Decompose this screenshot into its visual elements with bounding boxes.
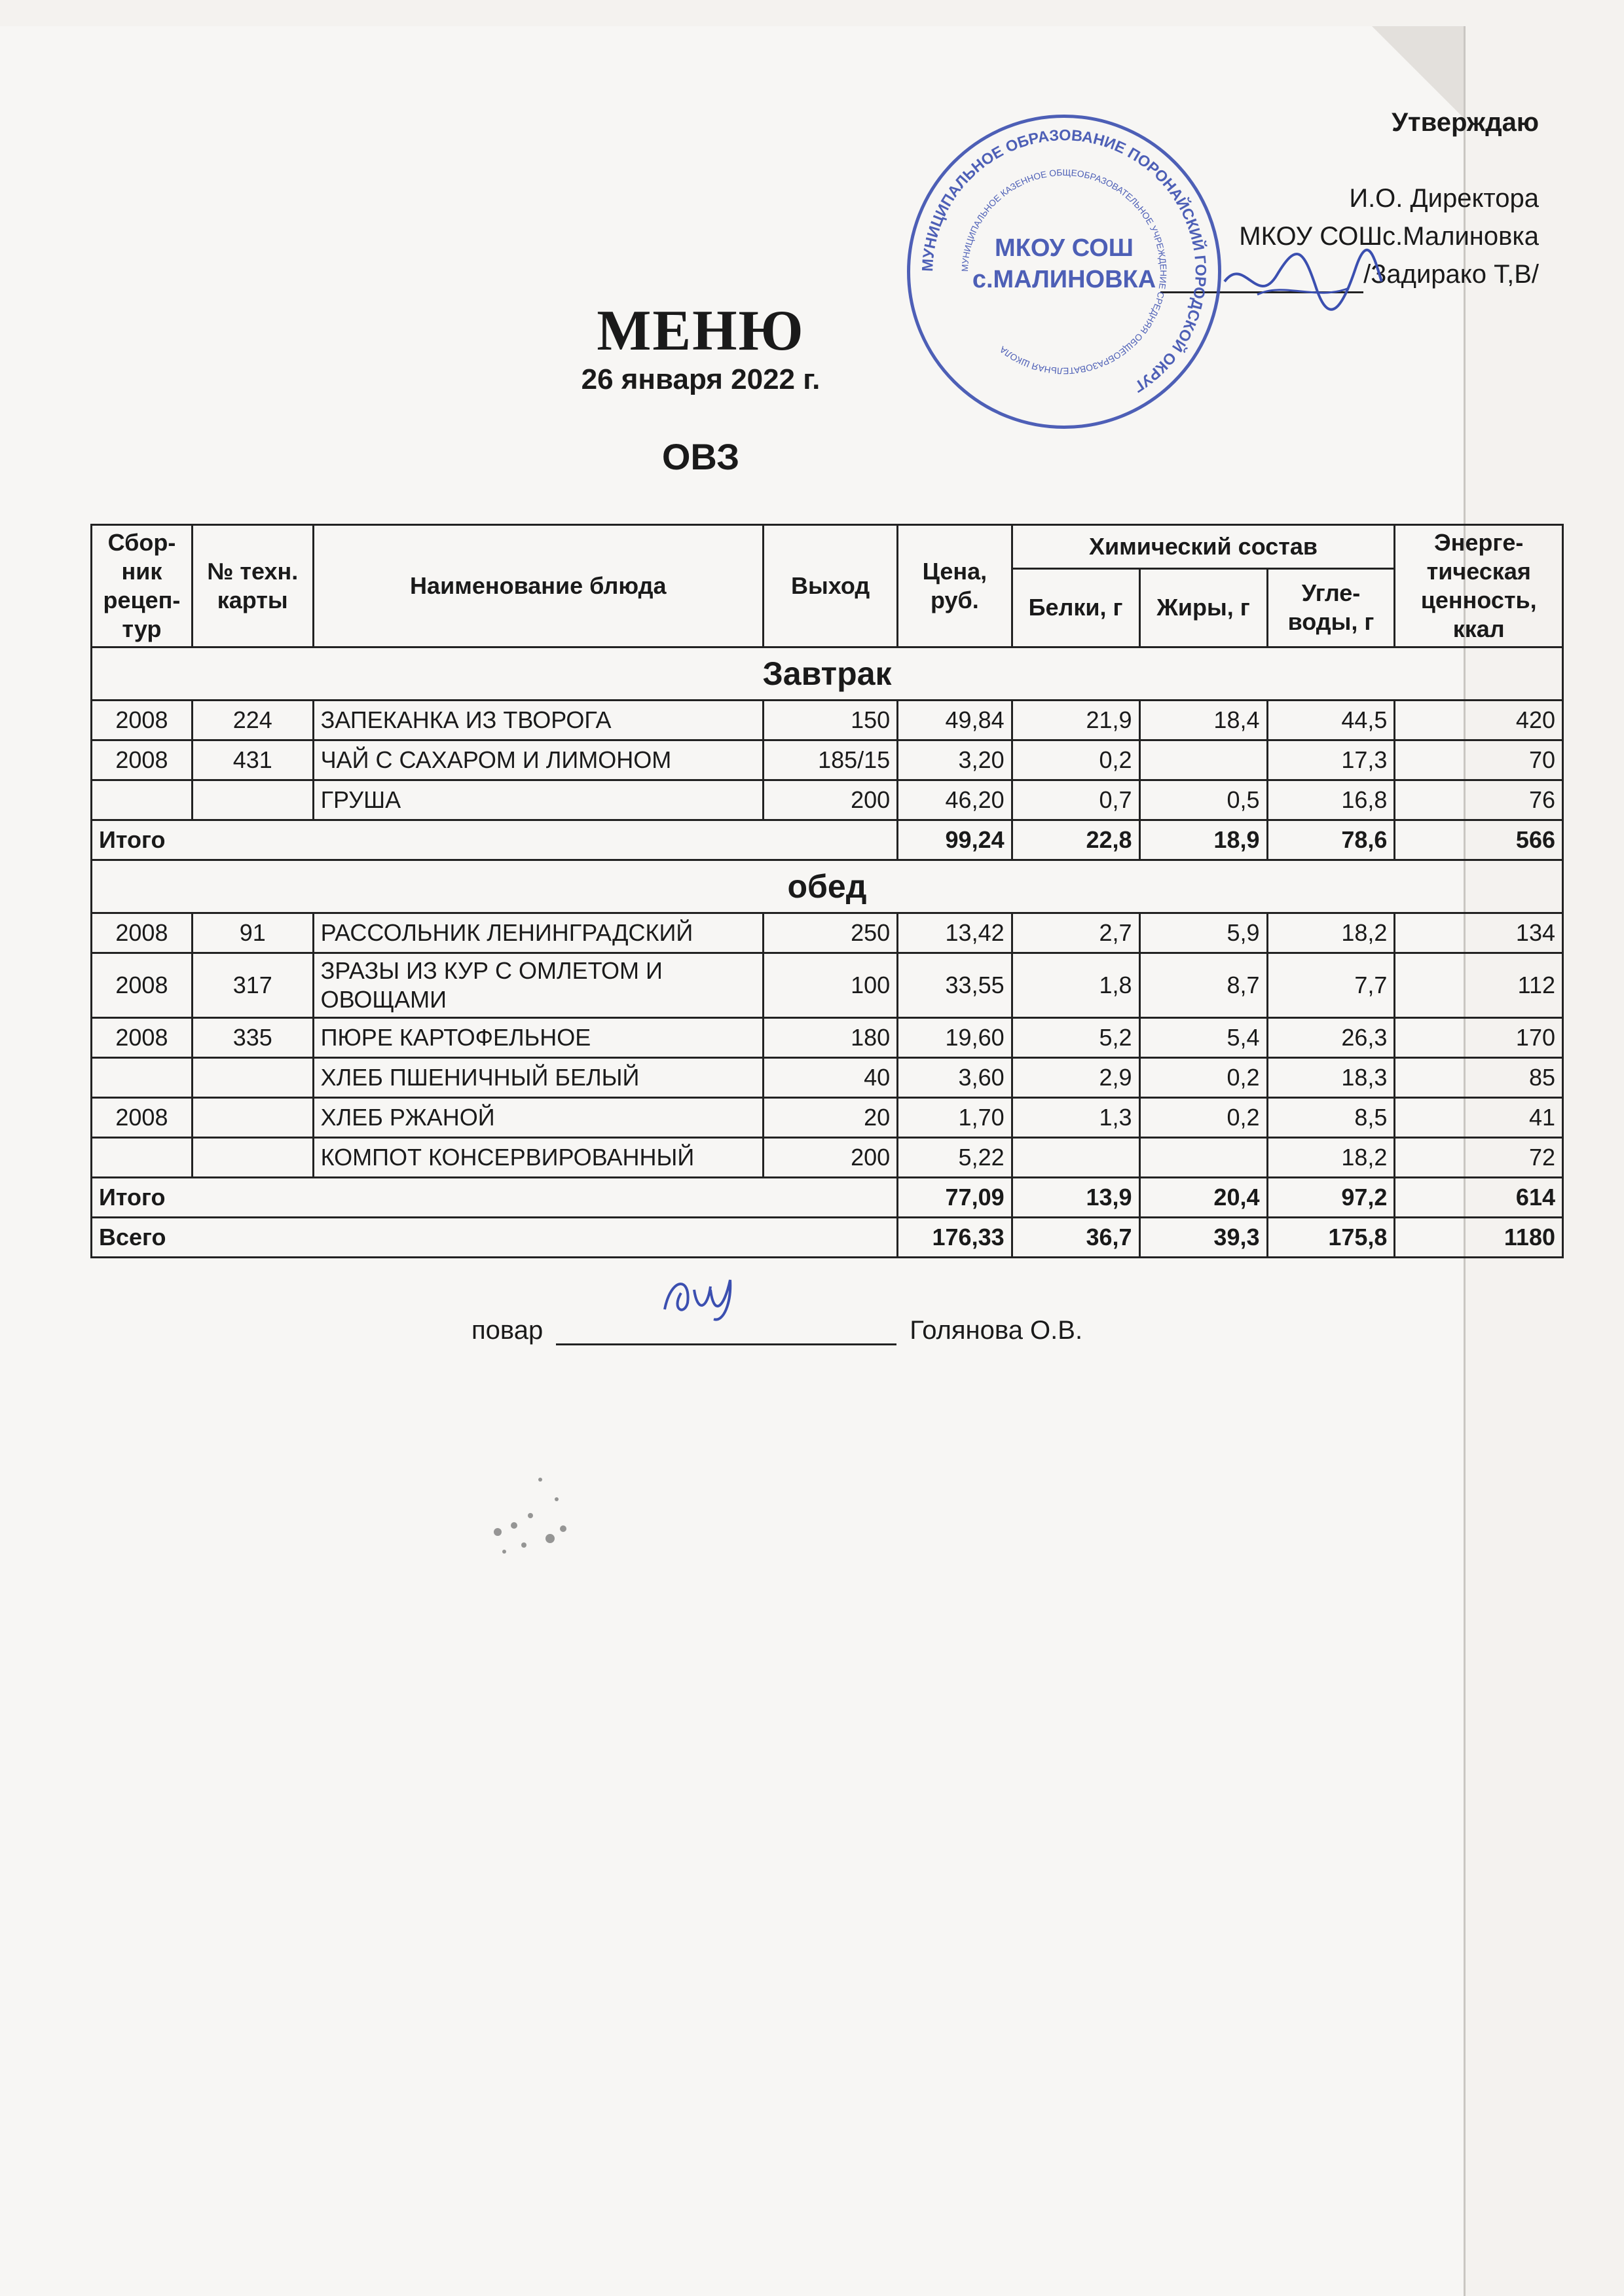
cell-energy: 70 [1395, 740, 1563, 780]
table-row [92, 1098, 1563, 1138]
total-label: Всего [92, 1218, 898, 1258]
cell-carbs: 18,2 [1267, 913, 1395, 953]
total-protein: 13,9 [1012, 1178, 1139, 1218]
total-energy: 614 [1395, 1178, 1563, 1218]
cell-energy: 85 [1395, 1058, 1563, 1098]
total-price: 176,33 [898, 1218, 1012, 1258]
cell-price: 1,70 [898, 1098, 1012, 1138]
total-carbs: 97,2 [1267, 1178, 1395, 1218]
cell-dish-name: ЗРАЗЫ ИЗ КУР С ОМЛЕТОМ И ОВОЩАМИ [313, 953, 763, 1018]
cell-card-number [192, 780, 313, 820]
cell-output: 20 [764, 1098, 898, 1138]
cell-card-number: 91 [192, 913, 313, 953]
section-row [92, 860, 1563, 913]
cell-collection: 2008 [92, 1098, 193, 1138]
cook-signature [658, 1264, 756, 1322]
cell-price: 3,60 [898, 1058, 1012, 1098]
menu-group: ОВЗ [661, 436, 740, 477]
cell-dish-name: ГРУША [313, 780, 763, 820]
stamp-outer-text: МУНИЦИПАЛЬНОЕ ОБРАЗОВАНИЕ ПОРОНАЙСКИЙ ГОРОДСКОЙ ОКРУГ [919, 126, 1209, 396]
total-energy: 1180 [1395, 1218, 1563, 1258]
cell-carbs: 18,3 [1267, 1058, 1395, 1098]
header-energy: Энерге-тическая ценность, ккал [1395, 525, 1563, 647]
cell-collection: 2008 [92, 913, 193, 953]
cell-dish-name: ЧАЙ С САХАРОМ И ЛИМОНОМ [313, 740, 763, 780]
cell-fat: 0,2 [1139, 1098, 1267, 1138]
header-chemical-composition: Химический состав [1012, 525, 1395, 569]
cell-energy: 41 [1395, 1098, 1563, 1138]
page-title: МЕНЮ [597, 299, 805, 363]
cell-output: 100 [764, 953, 898, 1018]
cell-dish-name: ПЮРЕ КАРТОФЕЛЬНОЕ [313, 1018, 763, 1058]
cell-card-number [192, 1098, 313, 1138]
total-fat: 39,3 [1139, 1218, 1267, 1258]
cell-output: 200 [764, 1138, 898, 1178]
stamp-center-line1: МКОУ СОШ [995, 234, 1134, 262]
cell-price: 5,22 [898, 1138, 1012, 1178]
cell-carbs: 17,3 [1267, 740, 1395, 780]
total-label: Итого [92, 1178, 898, 1218]
cell-energy: 112 [1395, 953, 1563, 1018]
cell-dish-name: ХЛЕБ ПШЕНИЧНЫЙ БЕЛЫЙ [313, 1058, 763, 1098]
scan-smudge [478, 1453, 583, 1565]
table-body [92, 647, 1563, 1258]
stamp-center [910, 232, 1218, 295]
cell-price: 13,42 [898, 913, 1012, 953]
table-row [92, 953, 1563, 1018]
cell-collection: 2008 [92, 1018, 193, 1058]
cell-protein: 2,7 [1012, 913, 1139, 953]
cell-price: 33,55 [898, 953, 1012, 1018]
cell-protein: 0,2 [1012, 740, 1139, 780]
cell-card-number [192, 1138, 313, 1178]
cell-energy: 76 [1395, 780, 1563, 820]
header-fat: Жиры, г [1139, 568, 1267, 647]
cell-carbs: 8,5 [1267, 1098, 1395, 1138]
cell-collection: 2008 [92, 701, 193, 740]
header-card-number: № техн. карты [192, 525, 313, 647]
cell-protein: 0,7 [1012, 780, 1139, 820]
cell-carbs: 26,3 [1267, 1018, 1395, 1058]
header-price: Цена, руб. [898, 525, 1012, 647]
cell-protein: 21,9 [1012, 701, 1139, 740]
cell-price: 46,20 [898, 780, 1012, 820]
cell-fat: 18,4 [1139, 701, 1267, 740]
cell-energy: 170 [1395, 1018, 1563, 1058]
menu-date: 26 января 2022 г. [581, 363, 821, 395]
cell-collection: 2008 [92, 953, 193, 1018]
cell-fat: 5,4 [1139, 1018, 1267, 1058]
header-dish-name: Наименование блюда [313, 525, 763, 647]
cook-role: повар [471, 1316, 544, 1345]
approval-organization: МКОУ СОШс.Малиновка [1239, 222, 1539, 251]
cell-fat: 8,7 [1139, 953, 1267, 1018]
total-fat: 20,4 [1139, 1178, 1267, 1218]
cell-energy: 134 [1395, 913, 1563, 953]
cell-carbs: 7,7 [1267, 953, 1395, 1018]
cell-collection: 2008 [92, 740, 193, 780]
cell-carbs: 44,5 [1267, 701, 1395, 740]
cell-card-number [192, 1058, 313, 1098]
table-row [92, 1058, 1563, 1098]
stamp-center-line2: с.МАЛИНОВКА [972, 266, 1156, 293]
cook-name: Голянова О.В. [910, 1316, 1083, 1345]
cell-fat: 0,5 [1139, 780, 1267, 820]
cell-output: 150 [764, 701, 898, 740]
total-label: Итого [92, 820, 898, 860]
stamp-inner-text: МУНИЦИПАЛЬНОЕ КАЗЕННОЕ ОБЩЕОБРАЗОВАТЕЛЬНОЕ УЧРЕЖДЕНИЕ СРЕДНЯЯ ОБЩЕОБРАЗОВАТЕЛЬНАЯ ШКОЛА [960, 168, 1168, 376]
grand-total-row [92, 1218, 1563, 1258]
table-row [92, 780, 1563, 820]
cell-protein: 1,3 [1012, 1098, 1139, 1138]
director-name: /Задирако Т,В/ [1363, 260, 1539, 289]
header-protein: Белки, г [1012, 568, 1139, 647]
table-row [92, 1018, 1563, 1058]
section-title: обед [92, 860, 1563, 913]
table-header [92, 525, 1563, 647]
section-title: Завтрак [92, 647, 1563, 701]
cell-dish-name: ЗАПЕКАНКА ИЗ ТВОРОГА [313, 701, 763, 740]
cell-output: 200 [764, 780, 898, 820]
cell-protein: 5,2 [1012, 1018, 1139, 1058]
cell-card-number: 317 [192, 953, 313, 1018]
total-carbs: 78,6 [1267, 820, 1395, 860]
approval-heading: Утверждаю [1392, 108, 1539, 137]
cell-card-number: 224 [192, 701, 313, 740]
total-carbs: 175,8 [1267, 1218, 1395, 1258]
total-protein: 22,8 [1012, 820, 1139, 860]
cell-price: 19,60 [898, 1018, 1012, 1058]
cell-output: 40 [764, 1058, 898, 1098]
section-row [92, 647, 1563, 701]
total-protein: 36,7 [1012, 1218, 1139, 1258]
cell-carbs: 16,8 [1267, 780, 1395, 820]
approval-position: И.О. Директора [1349, 184, 1539, 213]
header-collection: Сбор-ник рецеп-тур [92, 525, 193, 647]
section-total-row [92, 1178, 1563, 1218]
cell-carbs: 18,2 [1267, 1138, 1395, 1178]
cell-fat: 5,9 [1139, 913, 1267, 953]
header-carbs: Угле-воды, г [1267, 568, 1395, 647]
cell-card-number: 431 [192, 740, 313, 780]
cell-protein: 1,8 [1012, 953, 1139, 1018]
cell-protein [1012, 1138, 1139, 1178]
total-energy: 566 [1395, 820, 1563, 860]
cook-signature-block [471, 1316, 1082, 1345]
cell-fat [1139, 740, 1267, 780]
header-output: Выход [764, 525, 898, 647]
total-fat: 18,9 [1139, 820, 1267, 860]
cell-output: 185/15 [764, 740, 898, 780]
cell-card-number: 335 [192, 1018, 313, 1058]
menu-table [90, 524, 1564, 1258]
cell-dish-name: ХЛЕБ РЖАНОЙ [313, 1098, 763, 1138]
cell-price: 3,20 [898, 740, 1012, 780]
cell-output: 250 [764, 913, 898, 953]
cell-output: 180 [764, 1018, 898, 1058]
total-price: 77,09 [898, 1178, 1012, 1218]
cell-fat [1139, 1138, 1267, 1178]
cell-dish-name: РАССОЛЬНИК ЛЕНИНГРАДСКИЙ [313, 913, 763, 953]
cell-collection [92, 1138, 193, 1178]
total-price: 99,24 [898, 820, 1012, 860]
table-row [92, 701, 1563, 740]
cell-protein: 2,9 [1012, 1058, 1139, 1098]
cell-collection [92, 780, 193, 820]
cell-price: 49,84 [898, 701, 1012, 740]
table-row [92, 740, 1563, 780]
cell-energy: 72 [1395, 1138, 1563, 1178]
cell-energy: 420 [1395, 701, 1563, 740]
cell-fat: 0,2 [1139, 1058, 1267, 1098]
cell-dish-name: КОМПОТ КОНСЕРВИРОВАННЫЙ [313, 1138, 763, 1178]
cell-collection [92, 1058, 193, 1098]
table-row [92, 913, 1563, 953]
table-row [92, 1138, 1563, 1178]
section-total-row [92, 820, 1563, 860]
